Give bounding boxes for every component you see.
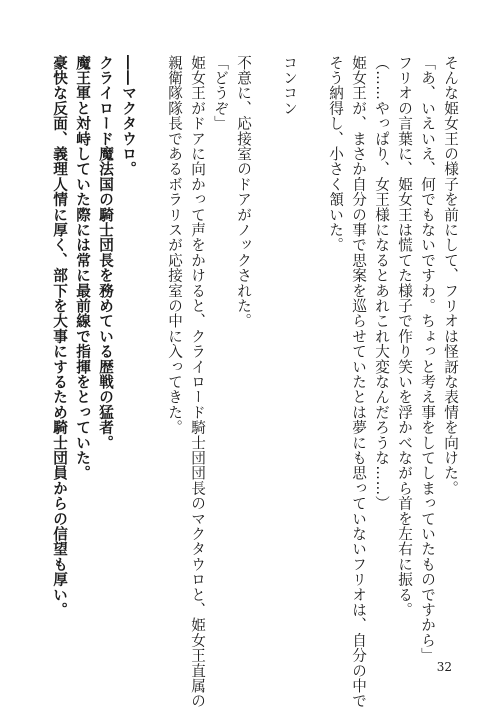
- text-line: 姫女王がドアに向かって声をかけると、クライロード騎士団団長のマクタウロと、姫女王直属の: [189, 55, 206, 709]
- text-line: クライロード魔法国の騎士団長を務めている歴戦の猛者。: [97, 55, 114, 451]
- text-line: （……やっぱり、女王様になるとあれこれ大変なんだろうな……）: [373, 55, 390, 511]
- text-line: 「どうぞ」: [212, 55, 229, 131]
- text-line: 不意に、応接室のドアがノックされた。: [235, 55, 252, 329]
- text-line: 魔王軍と対峙していた際には常に最前線で指揮をとっていた。: [74, 55, 91, 481]
- text-line: 親衛隊隊長であるボラリスが応接室の中に入ってきた。: [166, 55, 183, 435]
- text-line: 「あ、いえいえ、何でもないですわ。ちょっと考え事をしてしまっていたものですから」: [419, 55, 436, 663]
- text-line: フリオの言葉に、姫女王は慌てた様子で作り笑いを浮かべながら首を左右に振る。: [396, 55, 413, 618]
- text-line: そんな姫女王の様子を前にして、フリオは怪訝な表情を向けた。: [442, 55, 459, 496]
- page-number: 32: [436, 660, 452, 674]
- text-line: ――マクタウロ。: [120, 55, 137, 177]
- text-line: そう納得し、小さく頷いた。: [327, 55, 344, 253]
- text-line: 姫女王が、まさか自分の事で思案を巡らせていたとは夢にも思っていないフリオは、自分の中で: [350, 55, 367, 709]
- text-line: コンコン: [281, 55, 298, 116]
- text-line: 豪快な反面、義理人情に厚く、部下を大事にするため騎士団員からの信望も厚い。: [51, 55, 68, 618]
